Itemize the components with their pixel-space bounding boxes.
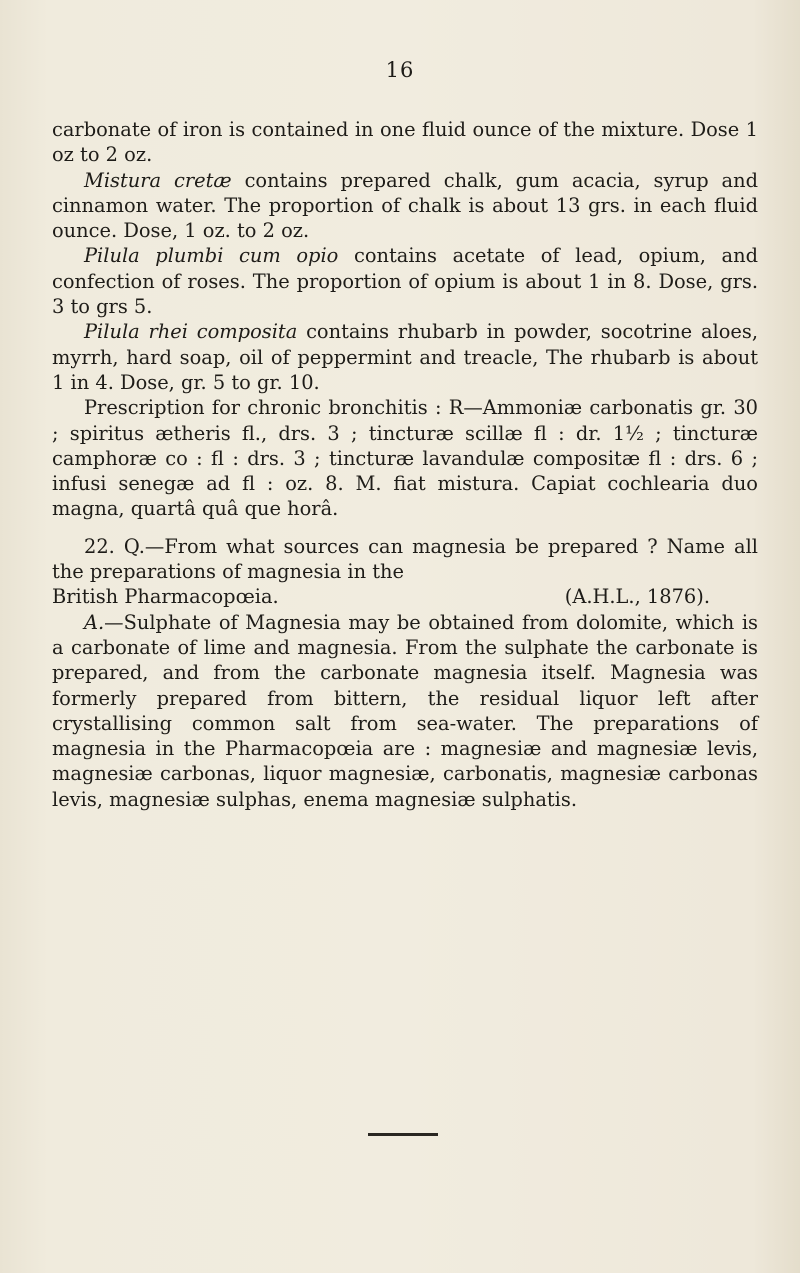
question-reference-line: British Pharmacopœia. (A.H.L., 1876). [52, 584, 758, 609]
answer-label: A. [84, 610, 105, 634]
paragraph-pilula-rhei: Pilula rhei composita contains rhubarb in powder, socotrine aloes, myrrh, hard soap, oil of peppermint and treacle, The rhubarb is about 1 in 4. Dose, gr. 5 to gr. 10. [52, 320, 758, 394]
question-source: (A.H.L., 1876). [564, 585, 710, 609]
paragraph-prescription: Prescription for chronic bronchitis : R—Ammoniæ carbonatis gr. 30 ; spiritus ætheris fl., drs. 3 ; tincturæ scillæ fl : dr. 1½ ; tincturæ camphoræ co : fl : drs. 3 ; tincturæ lavandulæ compositæ fl : drs. 6 ; infusi senegæ ad fl : oz. 8. M. fiat mistura. Capiat cochlearia duo magna, quartâ quâ que horâ. [52, 396, 758, 521]
section-divider [368, 1133, 438, 1136]
term-pilula-plumbi: Pilula plumbi cum opio [84, 244, 339, 268]
term-mistura-cretae: Mistura cretæ [84, 168, 232, 192]
question-22: 22. Q.—From what sources can magnesia be prepared ? Name all the preparations of magnesia in the [52, 534, 758, 584]
paragraph-pilula-plumbi: Pilula plumbi cum opio contains acetate of lead, opium, and confection of roses. The proportion of opium is about 1 in 8. Dose, grs. 3 to grs 5. [52, 244, 758, 319]
paragraph-iron-carbonate: carbonate of iron is contained in one fluid ounce of the mixture. Dose 1 oz to 2 oz. [52, 118, 758, 167]
body-text [52, 117, 758, 812]
question-label: 22. Q. [84, 534, 145, 558]
term-pilula-rhei: Pilula rhei composita [84, 320, 298, 344]
paragraph-mistura-cretae: Mistura cretæ contains prepared chalk, gum acacia, syrup and cinnamon water. The proportion of chalk is about 13 grs. in each fluid ounce. Dose, 1 oz. to 2 oz. [52, 168, 758, 243]
page-number: 16 [385, 58, 415, 82]
answer-22: A.—Sulphate of Magnesia may be obtained from dolomite, which is a carbonate of lime and magnesia. From the sulphate the carbonate is prepared, and from the carbonate magnesia itself. Magnesia was formerly prepared from bittern, the residual liquor left after crystallising common salt from sea-water. The preparations of magnesia in the Pharmacopœia are : magnesiæ and magnesiæ levis, magnesiæ carbonas, liquor magnesiæ, carbonatis, magnesiæ carbonas levis, magnesiæ sulphas, enema magnesiæ sulphatis. [52, 610, 758, 811]
